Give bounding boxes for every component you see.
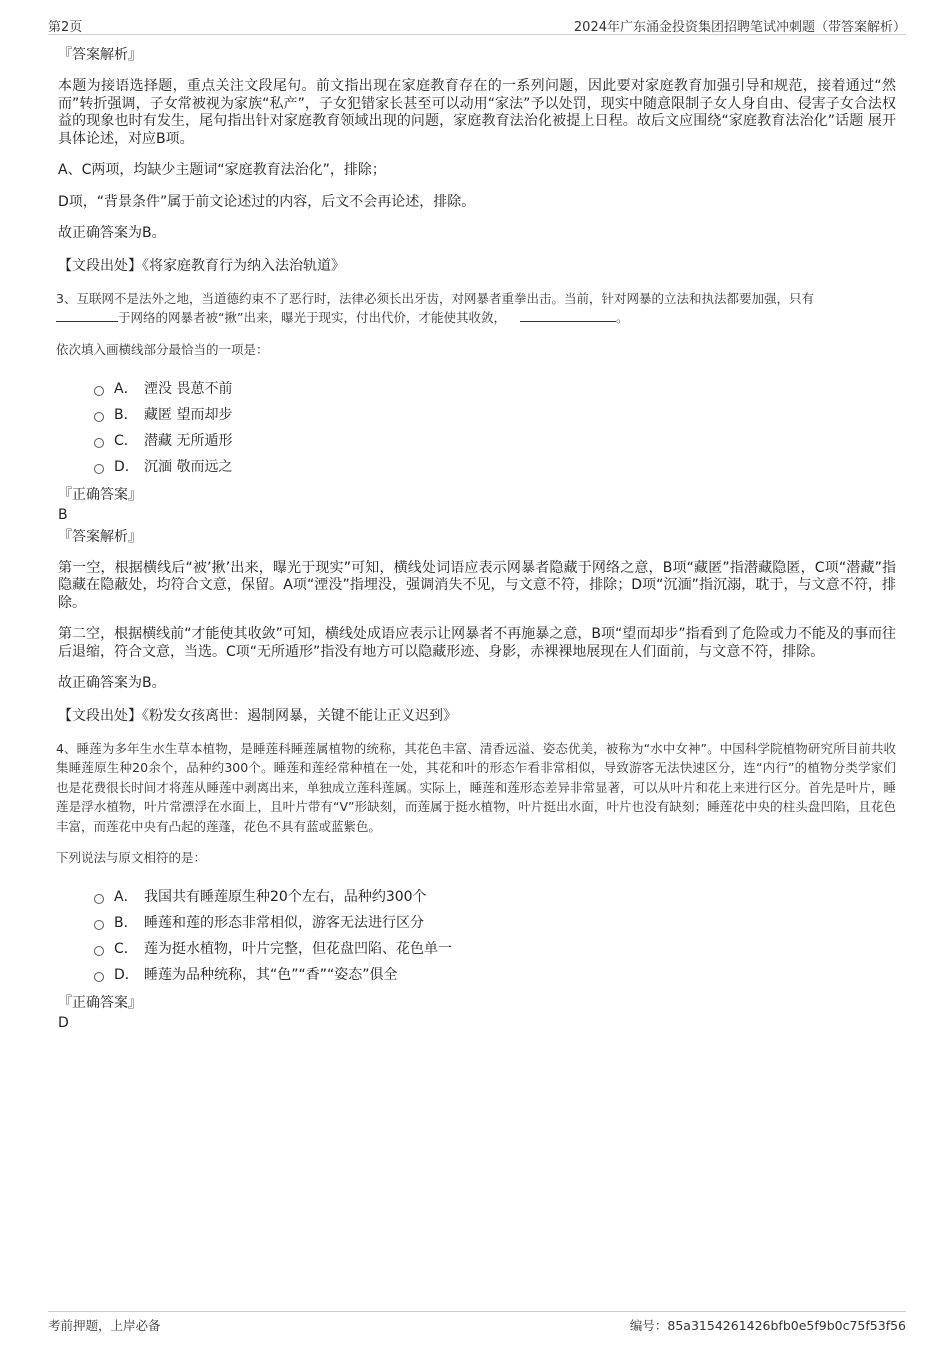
- analysis-paragraph: 本题为接语选择题，重点关注文段尾句。前文指出现在家庭教育存在的一系列问题，因此要对家庭教育加强引导和规范，接着通过“然而”转折强调，子女常被视为家族“私产”，子女犯错家长甚至可以动用“家法”予以处罚，现实中随意限制子女人身自由、侵害子女合法权益的现象也时有发生，尾句指出针对家庭教育领域出现的问题，家庭教育法治化被提上日程。故后文应围绕“家庭教育法治化”话题 展开 具体论述，对应B项。: [58, 78, 896, 147]
- question-4-stem: 4、睡莲为多年生水生草本植物，是睡莲科睡莲属植物的统称，其花色丰富、清香远溢、姿态优美，被称为“水中女神”。中国科学院植物研究所目前共收集睡莲原生种20余个，品种约300个。睡莲和莲经常种植在一处，其花和叶的形态乍看非常相似，导致游客无法快速区分，连“内行”的植物分类学家们也是花费很长时间才将莲从睡莲中剥离出来，单独成立莲科莲属。实际上，睡莲和莲形态差异非常显著，可以从叶片和花上来进行区分。首先是叶片，睡莲是浮水植物，叶片常漂浮在水面上，且叶片带有“V”形缺刻，而莲属于挺水植物，叶片挺出水面，叶片也没有缺刻；睡莲花中央的柱头盘凹陷，且花色丰富，而莲花中央有凸起的莲蓬，花色不具有蓝或蓝紫色。: [56, 740, 896, 834]
- correct-answer: D: [58, 1015, 69, 1031]
- option-d[interactable]: D． 睡莲为品种统称，其“色”“香”“姿态”俱全: [94, 962, 896, 988]
- radio-icon[interactable]: [94, 920, 104, 930]
- analysis-label: 『答案解析』: [58, 47, 142, 63]
- analysis-conclusion: 故正确答案为B。: [58, 225, 166, 241]
- page-footer: [48, 1311, 906, 1334]
- question-4-options: [94, 884, 896, 988]
- option-a[interactable]: A． 湮没 畏葸不前: [94, 376, 896, 402]
- main-content: [56, 46, 896, 1036]
- document-code: 编号：85a3154261426bfb0e5f9b0c75f53f56: [629, 1318, 906, 1333]
- page-header: [48, 14, 906, 35]
- radio-icon[interactable]: [94, 386, 104, 396]
- option-d[interactable]: D． 沉湎 敬而远之: [94, 454, 896, 480]
- analysis-paragraph: 第二空，根据横线前“才能使其收敛”可知，横线处成语应表示让网暴者不再施暴之意，B项“望而却步”指看到了危险或力不能及的事而往后退缩，符合文意，当选。C项“无所遁形”指没有地方可以隐藏形迹、身影，赤裸裸地展现在人们面前，与文意不符，排除。: [58, 626, 896, 660]
- analysis-conclusion: 故正确答案为B。: [58, 675, 166, 691]
- option-c[interactable]: C． 潜藏 无所遁形: [94, 428, 896, 454]
- question-3-stem: [56, 289, 896, 328]
- question-3-text: 3、互联网不是法外之地，当道德约束不了恶行时，法律必须长出牙齿，对网暴者重拳出击。当前，针对网暴的立法和执法都要加强，只有: [56, 290, 814, 306]
- option-b[interactable]: B． 睡莲和莲的形态非常相似，游客无法进行区分: [94, 910, 896, 936]
- correct-answer-label: 『正确答案』: [58, 486, 142, 503]
- radio-icon[interactable]: [94, 438, 104, 448]
- page-number: 第2页: [48, 20, 83, 35]
- analysis-paragraph: 第一空，根据横线后“被’揪’出来，曝光于现实”可知，横线处词语应表示网暴者隐藏于网络之意，B项“藏匿”指潜藏隐匿，C项“潜藏”指隐藏在隐蔽处，均符合文意，保留。A项“湮没”指埋没，强调消失不见，与文意不符，排除；D项“沉湎”指沉溺，耽于，与文意不符，排除。: [58, 559, 896, 611]
- option-c[interactable]: C． 莲为挺水植物，叶片完整，但花盘凹陷、花色单一: [94, 936, 896, 962]
- question-4-instruction: 下列说法与原文相符的是：: [56, 850, 207, 865]
- blank-2: [520, 309, 616, 322]
- footer-slogan: 考前押题，上岸必备: [48, 1318, 161, 1333]
- blank-1: [56, 309, 118, 322]
- question-3-text: 。: [615, 310, 629, 325]
- question-3-text: 于网络的网暴者被“揪”出来，曝光于现实，付出代价，才能使其收敛，: [118, 310, 506, 325]
- radio-icon[interactable]: [94, 894, 104, 904]
- radio-icon[interactable]: [94, 464, 104, 474]
- source-citation: 【文段出处】《将家庭教育行为纳入法治轨道》: [58, 257, 345, 274]
- source-citation: 【文段出处】《粉发女孩离世：遏制网暴，关键不能让正义迟到》: [58, 707, 457, 724]
- analysis-paragraph: D项，“背景条件”属于前文论述过的内容，后文不会再论述，排除。: [58, 193, 476, 210]
- radio-icon[interactable]: [94, 412, 104, 422]
- correct-answer-label: 『正确答案』: [58, 995, 142, 1011]
- analysis-label: 『答案解析』: [58, 528, 142, 545]
- question-3-instruction: 依次填入画横线部分最恰当的一项是：: [56, 341, 269, 357]
- radio-icon[interactable]: [94, 972, 104, 982]
- analysis-paragraph: A、C两项，均缺少主题词“家庭教育法治化”，排除；: [58, 162, 386, 178]
- option-b[interactable]: B． 藏匿 望而却步: [94, 402, 896, 428]
- option-a[interactable]: A． 我国共有睡莲原生种20个左右，品种约300个: [94, 884, 896, 910]
- question-3-options: [94, 376, 896, 480]
- document-title: 2024年广东涌金投资集团招聘笔试冲刺题（带答案解析）: [573, 20, 906, 35]
- correct-answer: B: [58, 506, 68, 523]
- radio-icon[interactable]: [94, 946, 104, 956]
